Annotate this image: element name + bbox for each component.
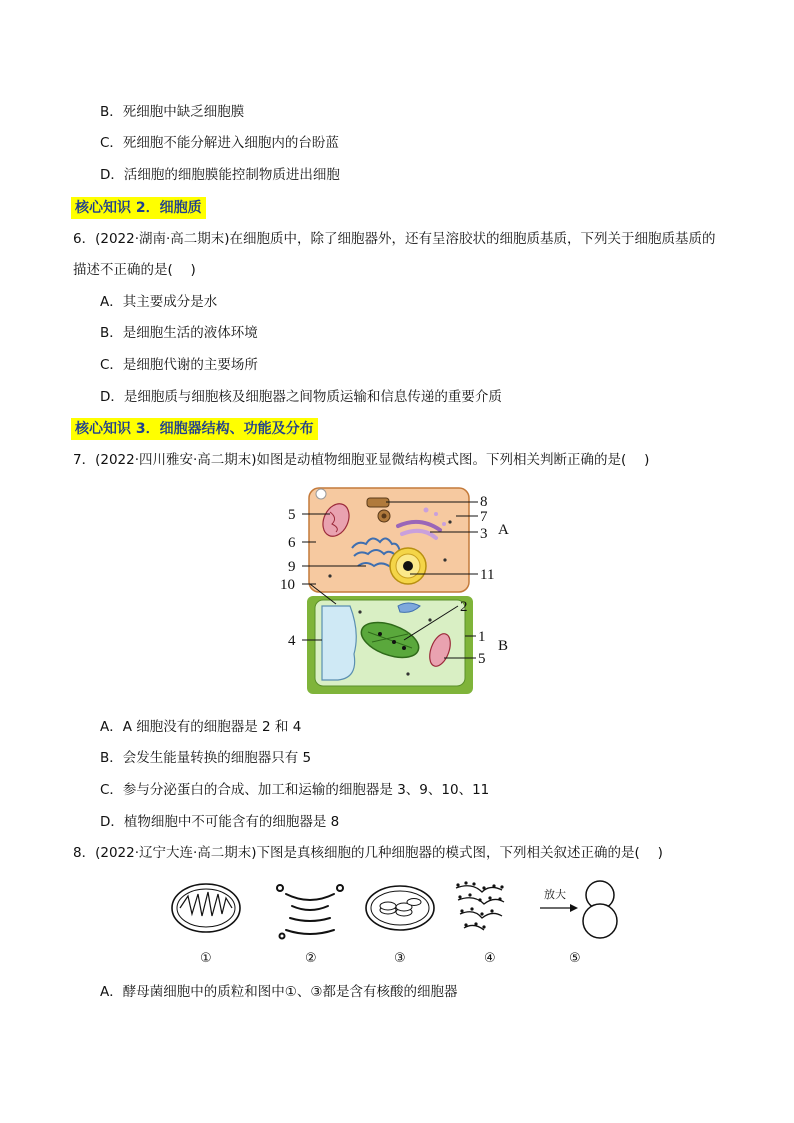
q6-option-d: D．是细胞质与细胞核及细胞器之间物质运输和信息传递的重要介质 — [100, 389, 502, 405]
vacuole — [322, 606, 356, 680]
section-heading-organelles: 核心知识 3．细胞器结构、功能及分布 — [71, 418, 318, 440]
q6-option-a: A．其主要成分是水 — [100, 294, 218, 310]
organelle-5-ribosome — [583, 881, 617, 938]
q6-option-b: B．是细胞生活的液体环境 — [100, 325, 258, 341]
q7-option-d: D．植物细胞中不可能含有的细胞器是 8 — [100, 814, 340, 830]
organelle-label-1: ① — [200, 951, 212, 966]
organelle-1-mitochondrion — [172, 884, 240, 932]
q6-stem-line1: 6．(2022·湖南·高二期末)在细胞质中，除了细胞器外，还有呈溶胶状的细胞质基质，下列关于细胞质基质的 — [73, 231, 716, 247]
organelle-3-chloroplast — [366, 886, 434, 930]
organelle-label-3: ③ — [394, 951, 406, 966]
fig-label-left-2: 6 — [288, 535, 296, 551]
q8-option-a: A．酵母菌细胞中的质粒和图中①、③都是含有核酸的细胞器 — [100, 984, 458, 1000]
q5-option-c: C．死细胞不能分解进入细胞内的台盼蓝 — [100, 135, 339, 151]
q7-option-b: B．会发生能量转换的细胞器只有 5 — [100, 750, 312, 766]
section-heading-cytoplasm: 核心知识 2．细胞质 — [71, 197, 206, 219]
organelle-4-rough-er — [456, 881, 504, 930]
fig-label-right-4: 11 — [480, 567, 495, 583]
fig-label-right-1: 8 — [480, 494, 488, 510]
cell-structure-figure — [280, 482, 530, 702]
organelles-figure — [168, 876, 638, 968]
centriole — [367, 498, 389, 507]
fig-label-left-3: 9 — [288, 559, 296, 575]
q6-stem-line2: 描述不正确的是( ) — [73, 262, 196, 278]
fig-label-left-5: 4 — [288, 633, 296, 649]
fig-label-right-3: 3 — [480, 526, 488, 542]
organelle-2-golgi — [277, 885, 343, 939]
fig-label-right-7: 5 — [478, 651, 486, 667]
fig-part-b-label: B — [498, 638, 509, 654]
fig-label-right-2: 7 — [480, 509, 488, 525]
fig-label-left-1: 5 — [288, 507, 296, 523]
q7-option-a: A．A 细胞没有的细胞器是 2 和 4 — [100, 719, 302, 735]
fig-label-right-5: 2 — [460, 599, 468, 615]
organelle-label-2: ② — [305, 951, 317, 966]
q6-option-c: C．是细胞代谢的主要场所 — [100, 357, 258, 373]
organelle-label-5: ⑤ — [569, 951, 581, 966]
fig-label-right-6: 1 — [478, 629, 486, 645]
q7-option-c: C．参与分泌蛋白的合成、加工和运输的细胞器是 3、9、10、11 — [100, 782, 490, 798]
q8-stem: 8．(2022·辽宁大连·高二期末)下图是真核细胞的几种细胞器的模式图，下列相关叙述正确的是( ) — [73, 845, 663, 861]
magnify-arrow — [540, 904, 578, 912]
organelle-label-4: ④ — [484, 951, 496, 966]
fig-label-left-4: 10 — [280, 577, 295, 593]
fig-part-a-label: A — [498, 522, 509, 538]
q5-option-b: B．死细胞中缺乏细胞膜 — [100, 104, 245, 120]
magnify-label: 放大 — [544, 888, 566, 901]
q7-stem: 7．(2022·四川雅安·高二期末)如图是动植物细胞亚显微结构模式图。下列相关判断正确的是( ) — [73, 452, 650, 468]
q5-option-d: D．活细胞的细胞膜能控制物质进出细胞 — [100, 167, 340, 183]
